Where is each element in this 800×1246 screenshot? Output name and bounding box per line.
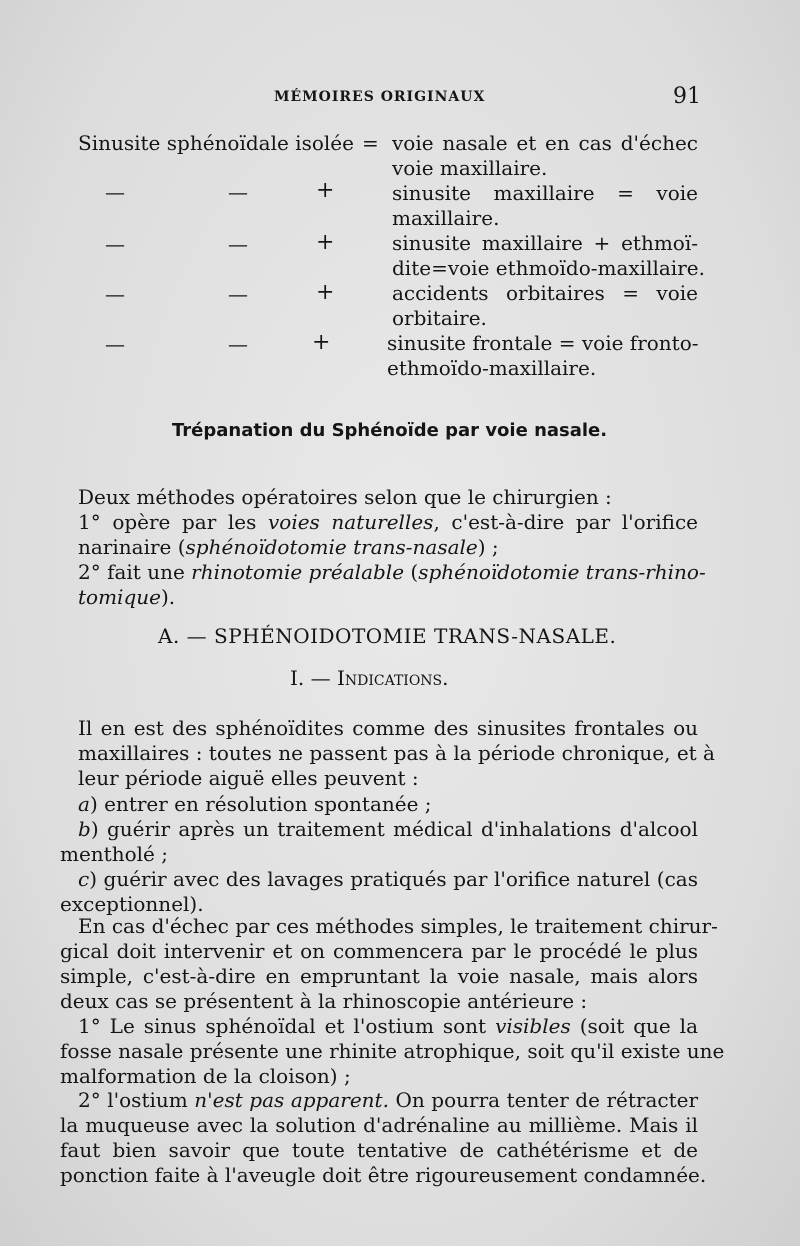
table-row-5-line-2: ethmoïdo-maxillaire.: [387, 356, 597, 380]
ditto-dash: —: [105, 180, 125, 204]
intro-line-1: Deux méthodes opératoires selon que le chirurgien :: [78, 485, 612, 509]
body-line: deux cas se présentent à la rhinoscopie antérieure :: [60, 989, 588, 1013]
numbered-item-1-cont: malformation de la cloison) ;: [60, 1064, 351, 1088]
section-a-heading: A. — SPHÉNOIDOTOMIE TRANS-NASALE.: [158, 624, 617, 648]
numbered-item-2: 2° l'ostium n'est pas apparent. On pourra tenter de rétracter: [78, 1088, 699, 1112]
plus-sign: +: [316, 178, 335, 203]
section-i-heading: I. — Indications.: [290, 666, 449, 690]
intro-line-4: 2° fait une rhinotomie préalable (sphénoïdotomie trans-rhino-: [78, 560, 706, 584]
table-row-3-line-1: sinusite maxillaire + ethmoï-: [392, 231, 698, 255]
ditto-dash: —: [228, 332, 248, 356]
body-line: En cas d'échec par ces méthodes simples, le traitement chirur-: [78, 914, 718, 938]
table-row-2-line-1: sinusite maxillaire = voie: [392, 181, 698, 205]
body-line: simple, c'est-à-dire en empruntant la voie nasale, mais alors: [60, 964, 698, 988]
table-row-3-line-2: dite=voie ethmoïdo-maxillaire.: [392, 256, 705, 280]
list-item-b: b) guérir après un traitement médical d'inhalations d'alcool: [78, 817, 698, 841]
table-row-5-line-1: sinusite frontale = voie fronto-: [387, 331, 699, 355]
running-header: MÉMOIRES ORIGINAUX: [274, 89, 486, 105]
ditto-dash: —: [105, 332, 125, 356]
body-line: gical doit intervenir et on commencera par le procédé le plus: [60, 939, 698, 963]
ditto-dash: —: [228, 282, 248, 306]
numbered-item-2-cont: faut bien savoir que toute tentative de cathétérisme et de: [60, 1138, 698, 1162]
ditto-dash: —: [105, 232, 125, 256]
body-line: leur période aiguë elles peuvent :: [78, 766, 419, 790]
numbered-item-1: 1° Le sinus sphénoïdal et l'ostium sont visibles (soit que la: [78, 1014, 698, 1038]
table-row-4-line-2: orbitaire.: [392, 306, 487, 330]
page-number: 91: [673, 84, 701, 109]
numbered-item-2-cont: ponction faite à l'aveugle doit être rigoureusement condamnée.: [60, 1163, 707, 1187]
list-item-b-cont: mentholé ;: [60, 842, 168, 866]
intro-line-3: narinaire (sphénoïdotomie trans-nasale) ;: [78, 535, 499, 559]
list-item-c: c) guérir avec des lavages pratiqués par l'orifice naturel (cas: [78, 867, 698, 891]
table-row-1-line-2: voie maxillaire.: [392, 156, 548, 180]
numbered-item-1-cont: fosse nasale présente une rhinite atrophique, soit qu'il existe une: [60, 1039, 725, 1063]
list-item-c-cont: exceptionnel).: [60, 892, 204, 916]
table-eq: =: [362, 131, 379, 155]
table-row-4-line-1: accidents orbitaires = voie: [392, 281, 698, 305]
intro-line-5: tomique).: [78, 585, 176, 609]
ditto-dash: —: [105, 282, 125, 306]
plus-sign: +: [312, 330, 331, 355]
list-item-a: a) entrer en résolution spontanée ;: [78, 792, 432, 816]
table-first-label: Sinusite sphénoïdale isolée: [78, 131, 354, 155]
plus-sign: +: [316, 280, 335, 305]
section-title: Trépanation du Sphénoïde par voie nasale.: [172, 420, 608, 441]
table-row-2-line-2: maxillaire.: [392, 206, 500, 230]
table-row-1-line-1: voie nasale et en cas d'échec: [392, 131, 698, 155]
plus-sign: +: [316, 230, 335, 255]
body-line: Il en est des sphénoïdites comme des sinusites frontales ou: [78, 716, 698, 740]
ditto-dash: —: [228, 232, 248, 256]
numbered-item-2-cont: la muqueuse avec la solution d'adrénaline au millième. Mais il: [60, 1113, 698, 1137]
intro-line-2: 1° opère par les voies naturelles, c'est-à-dire par l'orifice: [78, 510, 699, 534]
body-line: maxillaires : toutes ne passent pas à la période chronique, et à: [78, 741, 715, 765]
ditto-dash: —: [228, 180, 248, 204]
